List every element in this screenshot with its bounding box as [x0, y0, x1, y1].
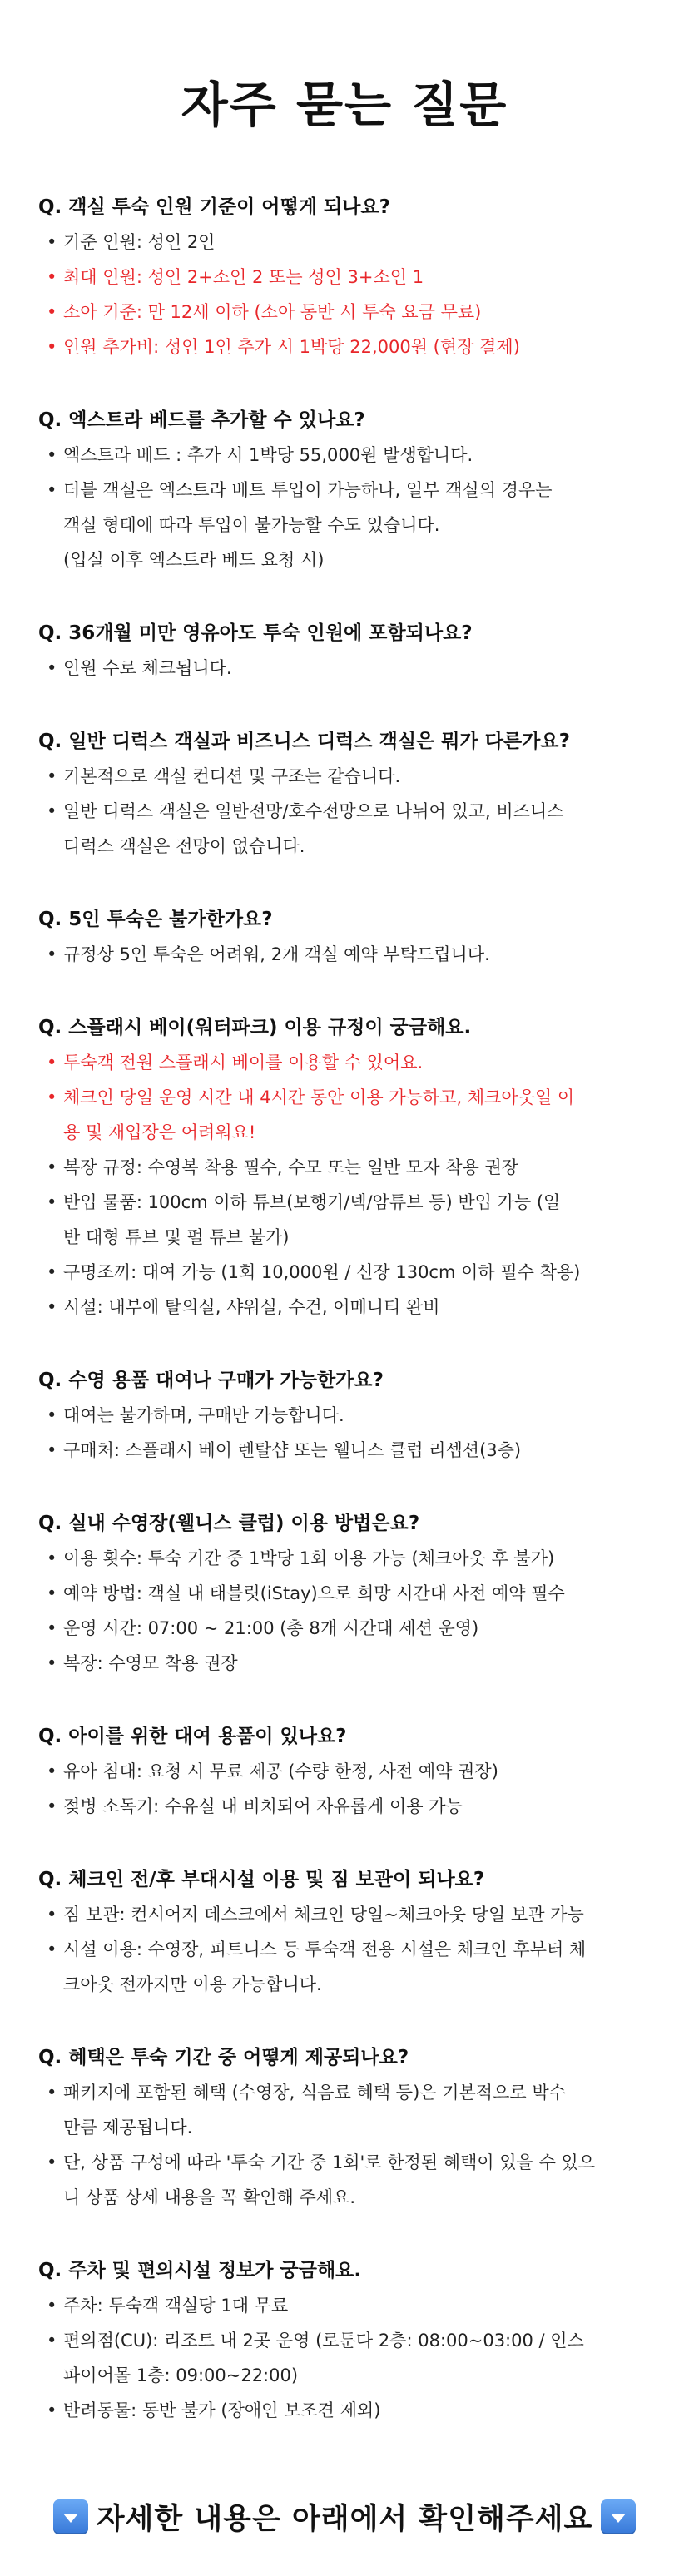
- footer-cta[interactable]: [0, 2488, 689, 2546]
- faq-answer-item: [38, 1646, 651, 1681]
- faq-answer-item: [38, 1789, 651, 1824]
- faq-answer-item: [38, 329, 651, 364]
- faq-answer-item: [38, 473, 651, 577]
- down-arrow-icon: [53, 2499, 88, 2534]
- faq-question: Q. 실내 수영장(웰니스 클럽) 이용 방법은요?: [38, 1513, 420, 1534]
- bullet-icon: •: [47, 1583, 57, 1603]
- faq-answer-list: [38, 2075, 651, 2215]
- faq-answer-item: [38, 1398, 651, 1433]
- page-title: 자주 묻는 질문: [181, 77, 508, 133]
- faq-answer-line: 젖병 소독기: 수유실 내 비치되어 자유롭게 이용 가능: [63, 1796, 463, 1816]
- faq-answer-line: 시설: 내부에 탈의실, 샤워실, 수건, 어메니티 완비: [63, 1297, 440, 1317]
- faq-list: [38, 190, 651, 2428]
- faq-answer-item: [38, 2145, 651, 2215]
- faq-answer-line: 파이어몰 1층: 09:00~22:00): [63, 2365, 299, 2385]
- bullet-icon: •: [47, 766, 57, 786]
- faq-section: [38, 2253, 651, 2428]
- faq-answer-list: [38, 2288, 651, 2428]
- bullet-icon: •: [47, 2083, 57, 2103]
- faq-question: Q. 아이를 위한 대여 용품이 있나요?: [38, 1726, 347, 1747]
- faq-answer-line: 기준 인원: 성인 2인: [63, 232, 216, 252]
- faq-answer-list: [38, 937, 651, 972]
- faq-answer-line: 구매처: 스플래시 베이 렌탈샵 또는 웰니스 클럽 리셉션(3층): [63, 1440, 522, 1460]
- faq-section: [38, 1010, 651, 1325]
- faq-answer-item: [38, 937, 651, 972]
- faq-section: [38, 724, 651, 864]
- faq-section: [38, 1363, 651, 1468]
- faq-answer-line: 대여는 불가하며, 구매만 가능합니다.: [63, 1405, 344, 1425]
- faq-section: [38, 190, 651, 364]
- faq-answer-item: [38, 1754, 651, 1789]
- faq-answer-list: [38, 1541, 651, 1681]
- faq-answer-line: 인원 추가비: 성인 1인 추가 시 1박당 22,000원 (현장 결제): [63, 337, 520, 357]
- faq-answer-item: [38, 2288, 651, 2323]
- bullet-icon: •: [47, 1297, 57, 1317]
- bullet-icon: •: [47, 1796, 57, 1816]
- faq-question: Q. 스플래시 베이(워터파크) 이용 규정이 궁금해요.: [38, 1017, 472, 1038]
- faq-answer-line: 용 및 재입장은 어려워요!: [63, 1122, 256, 1142]
- faq-answer-line: 디럭스 객실은 전망이 없습니다.: [63, 836, 305, 856]
- faq-answer-line: 소아 기준: 만 12세 이하 (소아 동반 시 투숙 요금 무료): [63, 302, 482, 322]
- faq-answer-list: [38, 651, 651, 686]
- bullet-icon: •: [47, 1440, 57, 1460]
- faq-answer-line: 반입 물품: 100cm 이하 튜브(보행기/넥/암튜브 등) 반입 가능 (일: [63, 1192, 561, 1212]
- bullet-icon: •: [47, 2152, 57, 2172]
- faq-answer-line: 규정상 5인 투숙은 어려워, 2개 객실 예약 부탁드립니다.: [63, 944, 490, 964]
- bullet-icon: •: [47, 267, 57, 287]
- bullet-icon: •: [47, 1087, 57, 1107]
- bullet-icon: •: [47, 2331, 57, 2351]
- faq-answer-list: [38, 438, 651, 577]
- faq-answer-line: 반려동물: 동반 불가 (장애인 보조견 제외): [63, 2400, 381, 2420]
- faq-question: Q. 체크인 전/후 부대시설 이용 및 짐 보관이 되나요?: [38, 1869, 485, 1890]
- bullet-icon: •: [47, 1761, 57, 1781]
- faq-answer-item: [38, 2075, 651, 2145]
- faq-answer-line: 더블 객실은 엑스트라 베트 투입이 가능하나, 일부 객실의 경우는: [63, 480, 553, 500]
- faq-section: [38, 2040, 651, 2215]
- faq-answer-line: 단, 상품 구성에 따라 '투숙 기간 중 1회'로 한정된 혜택이 있을 수 있으: [63, 2152, 596, 2172]
- faq-answer-line: 인원 수로 체크됩니다.: [63, 658, 232, 678]
- bullet-icon: •: [47, 1618, 57, 1638]
- bullet-icon: •: [47, 337, 57, 357]
- faq-answer-item: [38, 2323, 651, 2393]
- down-arrow-icon: [601, 2499, 636, 2534]
- faq-answer-item: [38, 260, 651, 295]
- faq-answer-item: [38, 1897, 651, 1932]
- bullet-icon: •: [47, 302, 57, 322]
- faq-answer-line: 반 대형 튜브 및 펄 튜브 불가): [63, 1227, 290, 1247]
- faq-question: Q. 객실 투숙 인원 기준이 어떻게 되나요?: [38, 196, 390, 218]
- faq-answer-list: [38, 225, 651, 364]
- faq-answer-item: [38, 2393, 651, 2428]
- faq-answer-list: [38, 1045, 651, 1325]
- faq-answer-line: 만큼 제공됩니다.: [63, 2118, 193, 2138]
- faq-answer-list: [38, 1398, 651, 1468]
- faq-answer-line: 시설 이용: 수영장, 피트니스 등 투숙객 전용 시설은 체크인 후부터 체: [63, 1939, 587, 1959]
- faq-answer-line: 일반 디럭스 객실은 일반전망/호수전망으로 나뉘어 있고, 비즈니스: [63, 801, 564, 821]
- faq-answer-line: 객실 형태에 따라 투입이 불가능할 수도 있습니다.: [63, 515, 440, 535]
- faq-answer-line: 엑스트라 베드 : 추가 시 1박당 55,000원 발생합니다.: [63, 445, 473, 465]
- bullet-icon: •: [47, 480, 57, 500]
- faq-question: Q. 일반 디럭스 객실과 비즈니스 디럭스 객실은 뭐가 다른가요?: [38, 731, 570, 752]
- faq-answer-line: 기본적으로 객실 컨디션 및 구조는 같습니다.: [63, 766, 401, 786]
- faq-answer-item: [38, 759, 651, 794]
- faq-answer-line: 체크인 당일 운영 시간 내 4시간 동안 이용 가능하고, 체크아웃일 이: [63, 1087, 575, 1107]
- faq-answer-line: 복장: 수영모 착용 권장: [63, 1653, 238, 1673]
- faq-section: [38, 616, 651, 686]
- faq-answer-item: [38, 1290, 651, 1325]
- faq-answer-item: [38, 1932, 651, 2002]
- faq-answer-item: [38, 1185, 651, 1255]
- faq-answer-item: [38, 651, 651, 686]
- faq-answer-line: (입실 이후 엑스트라 베드 요청 시): [63, 550, 325, 570]
- bullet-icon: •: [47, 1053, 57, 1073]
- bullet-icon: •: [47, 1653, 57, 1673]
- faq-answer-item: [38, 1080, 651, 1150]
- faq-answer-line: 편의점(CU): 리조트 내 2곳 운영 (로툰다 2층: 08:00~03:00 / 인스: [63, 2331, 584, 2351]
- faq-answer-line: 구명조끼: 대여 가능 (1회 10,000원 / 신장 130cm 이하 필수 착용): [63, 1262, 581, 1282]
- bullet-icon: •: [47, 1548, 57, 1568]
- faq-question: Q. 5인 투숙은 불가한가요?: [38, 909, 273, 930]
- faq-answer-line: 운영 시간: 07:00 ~ 21:00 (총 8개 시간대 세션 운영): [63, 1618, 479, 1638]
- faq-section: [38, 1506, 651, 1681]
- faq-answer-item: [38, 1433, 651, 1468]
- faq-answer-item: [38, 1611, 651, 1646]
- faq-answer-item: [38, 438, 651, 473]
- bullet-icon: •: [47, 1192, 57, 1212]
- bullet-icon: •: [47, 1157, 57, 1177]
- faq-answer-item: [38, 295, 651, 329]
- faq-answer-line: 투숙객 전원 스플래시 베이를 이용할 수 있어요.: [63, 1053, 424, 1073]
- faq-section: [38, 403, 651, 577]
- bullet-icon: •: [47, 1262, 57, 1282]
- faq-answer-item: [38, 1255, 651, 1290]
- faq-answer-line: 최대 인원: 성인 2+소인 2 또는 성인 3+소인 1: [63, 267, 424, 287]
- faq-question: Q. 엑스트라 베드를 추가할 수 있나요?: [38, 409, 365, 431]
- faq-answer-line: 니 상품 상세 내용을 꼭 확인해 주세요.: [63, 2187, 356, 2207]
- footer-cta-text: 자세한 내용은 아래에서 확인해주세요: [96, 2503, 593, 2536]
- faq-answer-list: [38, 1897, 651, 2002]
- faq-answer-item: [38, 1576, 651, 1611]
- faq-question: Q. 36개월 미만 영유아도 투숙 인원에 포함되나요?: [38, 622, 473, 644]
- faq-answer-item: [38, 225, 651, 260]
- faq-answer-item: [38, 1541, 651, 1576]
- faq-answer-line: 이용 횟수: 투숙 기간 중 1박당 1회 이용 가능 (체크아웃 후 불가): [63, 1548, 555, 1568]
- faq-section: [38, 902, 651, 972]
- faq-answer-line: 예약 방법: 객실 내 태블릿(iStay)으로 희망 시간대 사전 예약 필수: [63, 1583, 565, 1603]
- bullet-icon: •: [47, 2296, 57, 2316]
- faq-answer-item: [38, 794, 651, 864]
- faq-answer-item: [38, 1150, 651, 1185]
- faq-answer-line: 유아 침대: 요청 시 무료 제공 (수량 한정, 사전 예약 권장): [63, 1761, 498, 1781]
- bullet-icon: •: [47, 1905, 57, 1925]
- faq-question: Q. 주차 및 편의시설 정보가 궁금해요.: [38, 2260, 362, 2281]
- faq-answer-line: 복장 규정: 수영복 착용 필수, 수모 또는 일반 모자 착용 권장: [63, 1157, 519, 1177]
- bullet-icon: •: [47, 1405, 57, 1425]
- faq-answer-line: 패키지에 포함된 혜택 (수영장, 식음료 혜택 등)은 기본적으로 박수: [63, 2083, 566, 2103]
- bullet-icon: •: [47, 232, 57, 252]
- faq-section: [38, 1719, 651, 1824]
- bullet-icon: •: [47, 2400, 57, 2420]
- bullet-icon: •: [47, 944, 57, 964]
- faq-question: Q. 혜택은 투숙 기간 중 어떻게 제공되나요?: [38, 2047, 409, 2068]
- bullet-icon: •: [47, 801, 57, 821]
- faq-answer-item: [38, 1045, 651, 1080]
- bullet-icon: •: [47, 445, 57, 465]
- faq-answer-line: 짐 보관: 컨시어지 데스크에서 체크인 당일~체크아웃 당일 보관 가능: [63, 1905, 584, 1925]
- bullet-icon: •: [47, 1939, 57, 1959]
- faq-answer-line: 주차: 투숙객 객실당 1대 무료: [63, 2296, 289, 2316]
- faq-answer-list: [38, 759, 651, 864]
- faq-answer-line: 크아웃 전까지만 이용 가능합니다.: [63, 1974, 322, 1994]
- faq-answer-list: [38, 1754, 651, 1824]
- faq-question: Q. 수영 용품 대여나 구매가 가능한가요?: [38, 1370, 384, 1391]
- bullet-icon: •: [47, 658, 57, 678]
- faq-section: [38, 1862, 651, 2002]
